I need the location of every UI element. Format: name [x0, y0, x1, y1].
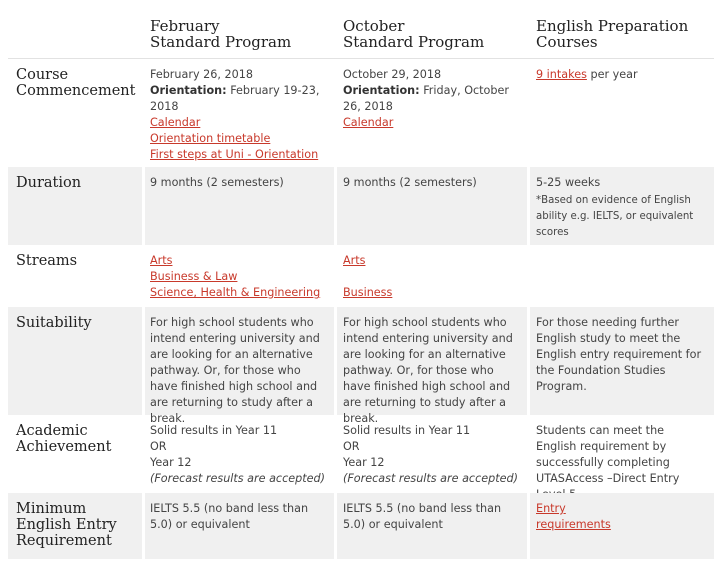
orientation-value: February 19-23, 2018 [150, 84, 320, 113]
streams-october [335, 245, 528, 307]
stream-arts-link[interactable]: Arts [150, 254, 173, 267]
header-october: October Standard Program [343, 17, 485, 51]
first-steps-link[interactable]: First steps at Uni - Orientation [150, 148, 319, 161]
row-label-suitability: Suitability [8, 307, 143, 415]
commencement-october [335, 59, 528, 167]
row-duration [0, 167, 720, 245]
row-academic [0, 415, 720, 493]
calendar-link[interactable]: Calendar [343, 116, 394, 129]
stream-arts-link[interactable]: Arts [343, 254, 366, 267]
stream-business-link[interactable]: Business [343, 286, 393, 299]
row-label-english-entry: Minimum English Entry Requirement [8, 493, 143, 559]
academic-october: Solid results in Year 11 OR Year 12 (Forecast results are accepted) [343, 424, 518, 485]
commencement-february [143, 59, 335, 167]
commencement-date: October 29, 2018 [343, 68, 442, 81]
streams-english-prep [528, 245, 714, 307]
english-entry-english-prep [528, 493, 714, 559]
orientation-timetable-link[interactable]: Orientation timetable [150, 132, 271, 145]
intakes-text: per year [586, 68, 638, 81]
calendar-link[interactable]: Calendar [150, 116, 201, 129]
academic-february: Solid results in Year 11 OR Year 12 (Forecast results are accepted) [150, 424, 325, 485]
duration-october: 9 months (2 semesters) [335, 167, 528, 245]
row-label-commencement: Course Commencement [16, 67, 136, 99]
english-entry-october: IELTS 5.5 (no band less than 5.0) or equivalent [335, 493, 528, 559]
intakes-link[interactable]: 9 intakes [536, 68, 587, 81]
streams-february [143, 245, 335, 307]
stream-business-law-link[interactable]: Business & Law [150, 270, 238, 283]
duration-february: 9 months (2 semesters) [143, 167, 335, 245]
suitability-english-prep: For those needing further English study to meet the English entry requirement for the Foundation Studies Program. [528, 307, 714, 415]
commencement-english-prep [528, 59, 714, 167]
row-label-academic: Academic Achievement [16, 423, 112, 455]
stream-science-link[interactable]: Science, Health & Engineering [150, 286, 321, 299]
suitability-february: For high school students who intend entering university and are looking for an alternative pathway. Or, for those who have finished high school and are returning to study after a break. [143, 307, 335, 415]
column-gap [142, 167, 145, 559]
duration-note: *Based on evidence of English ability e.g. IELTS, or equivalent scores [536, 195, 694, 238]
commencement-date: February 26, 2018 [150, 68, 253, 81]
row-english-entry [0, 493, 720, 559]
suitability-october: For high school students who intend entering university and are looking for an alternative pathway. Or, for those who have finished high school and are returning to study after a break. [335, 307, 528, 415]
row-label-duration: Duration [8, 167, 143, 245]
row-streams [0, 245, 720, 307]
orientation-value: Friday, October 26, 2018 [343, 84, 509, 113]
row-commencement [0, 59, 720, 167]
academic-english-prep: Students can meet the English requirement by successfully completing UTASAccess –Direct Entry [536, 424, 680, 485]
orientation-label: Orientation: [150, 84, 227, 97]
duration-english-prep: 5-25 weeks *Based on evidence of English ability e.g. IELTS, or equivalent scores [528, 167, 714, 245]
column-gap [527, 167, 530, 559]
english-entry-february: IELTS 5.5 (no band less than 5.0) or equivalent [143, 493, 335, 559]
entry-requirements-link[interactable]: Entry requirements [536, 502, 611, 531]
header-february: February Standard Program [150, 17, 292, 51]
header-english-prep: English Preparation Courses [536, 17, 689, 51]
header-row [0, 0, 720, 58]
row-suitability [0, 307, 720, 425]
column-gap [334, 167, 337, 559]
orientation-label: Orientation: [343, 84, 420, 97]
row-label-streams: Streams [16, 253, 78, 269]
